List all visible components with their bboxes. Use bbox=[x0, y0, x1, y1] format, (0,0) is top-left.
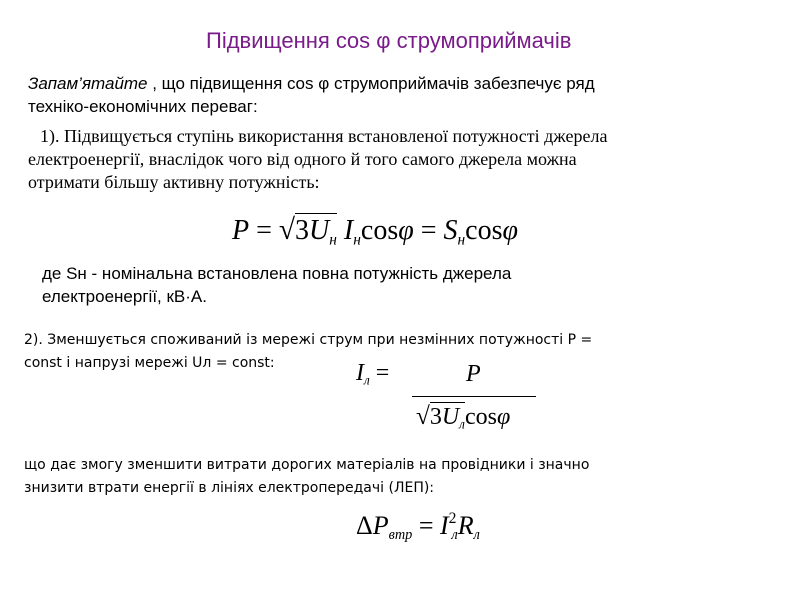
formula-2-radicand bbox=[430, 402, 465, 433]
sqrt-sign-2: √ bbox=[416, 403, 430, 430]
point-3-line-1: що дає змогу зменшити витрати дорогих матеріалів на провідники і значно bbox=[24, 457, 590, 473]
point-3-paragraph bbox=[24, 454, 589, 500]
intro-paragraph bbox=[28, 72, 595, 118]
formula-1-eq2: = bbox=[413, 215, 444, 246]
note-rated-power bbox=[42, 262, 511, 308]
point-1-line-1: 1). Підвищується ступінь використання встановленої потужності джерела bbox=[40, 126, 608, 146]
formula-1-three: 3 bbox=[295, 215, 310, 246]
formula-3-i-sup: 2 bbox=[448, 510, 457, 527]
formula-2-u-sub: л bbox=[459, 416, 465, 432]
sqrt-sign: √ bbox=[278, 214, 296, 246]
formula-1-cos: cos bbox=[360, 215, 399, 246]
formula-2-denominator bbox=[416, 402, 510, 433]
formula-3-r-sub: л bbox=[473, 526, 480, 543]
formula-1-u: U bbox=[309, 215, 330, 246]
formula-1-phi2: φ bbox=[502, 215, 518, 246]
formula-1-s: S bbox=[443, 215, 458, 246]
intro-line-1 bbox=[28, 72, 595, 95]
formula-1-radicand bbox=[295, 213, 337, 249]
formula-active-power bbox=[232, 213, 518, 249]
formula-2-eq: = bbox=[369, 360, 390, 386]
formula-3-delta: Δ bbox=[356, 510, 373, 540]
formula-1-i: I bbox=[343, 215, 354, 246]
formula-1-cos2: cos bbox=[465, 215, 503, 246]
formula-3-r: R bbox=[457, 510, 474, 540]
point-2-line-2: const і напрузі мережі Uл = const: bbox=[24, 355, 275, 371]
formula-3-eq: = bbox=[412, 510, 440, 540]
formula-2-three: 3 bbox=[429, 404, 442, 430]
point-1-paragraph bbox=[28, 125, 607, 194]
formula-2-u: U bbox=[441, 404, 460, 430]
fraction-bar bbox=[412, 396, 536, 397]
formula-power-loss bbox=[356, 510, 480, 544]
note-line-1: де Sн - номінальна встановлена повна потужність джерела bbox=[42, 264, 512, 283]
intro-line-1-rest: , що підвищення cos φ струмоприймачів забезпечує ряд bbox=[147, 74, 595, 93]
formula-1-p: P bbox=[232, 215, 250, 246]
point-2-paragraph bbox=[24, 329, 592, 375]
point-1-line-3: отримати більшу активну потужність: bbox=[28, 172, 320, 192]
formula-1-s-sub: н bbox=[457, 231, 466, 249]
formula-1-u-sub: н bbox=[329, 231, 337, 249]
formula-2-phi: φ bbox=[496, 404, 511, 430]
intro-line-2: техніко-економічних переваг: bbox=[28, 97, 258, 116]
formula-2-cos: cos bbox=[464, 404, 497, 430]
formula-1-eq: = bbox=[249, 215, 279, 246]
formula-3-i: I bbox=[439, 510, 449, 540]
formula-2-i: I bbox=[356, 360, 364, 386]
intro-emphasis: Запам’ятайте bbox=[28, 74, 148, 93]
point-2-line-1: 2). Зменшується споживаний із мережі струм при незмінних потужності P = bbox=[24, 332, 593, 348]
formula-1-i-sub: н bbox=[353, 231, 361, 249]
formula-2-numerator: P bbox=[466, 361, 481, 387]
formula-3-i-sub: л bbox=[451, 526, 458, 543]
point-3-line-2: знизити втрати енергії в лініях електропередачі (ЛЕП): bbox=[24, 480, 435, 496]
formula-1-phi: φ bbox=[398, 215, 414, 246]
note-line-2: електроенергії, кВ·А. bbox=[42, 287, 207, 306]
slide-title: Підвищення cos φ струмоприймачів bbox=[206, 28, 572, 53]
point-1-line-2: електроенергії, внаслідок чого від одного й того самого джерела можна bbox=[28, 149, 577, 169]
formula-3-p-sub: втр bbox=[388, 526, 413, 543]
formula-3-p: P bbox=[372, 510, 389, 540]
formula-2-i-sub: л bbox=[364, 372, 370, 388]
formula-line-current-lhs bbox=[356, 360, 389, 389]
